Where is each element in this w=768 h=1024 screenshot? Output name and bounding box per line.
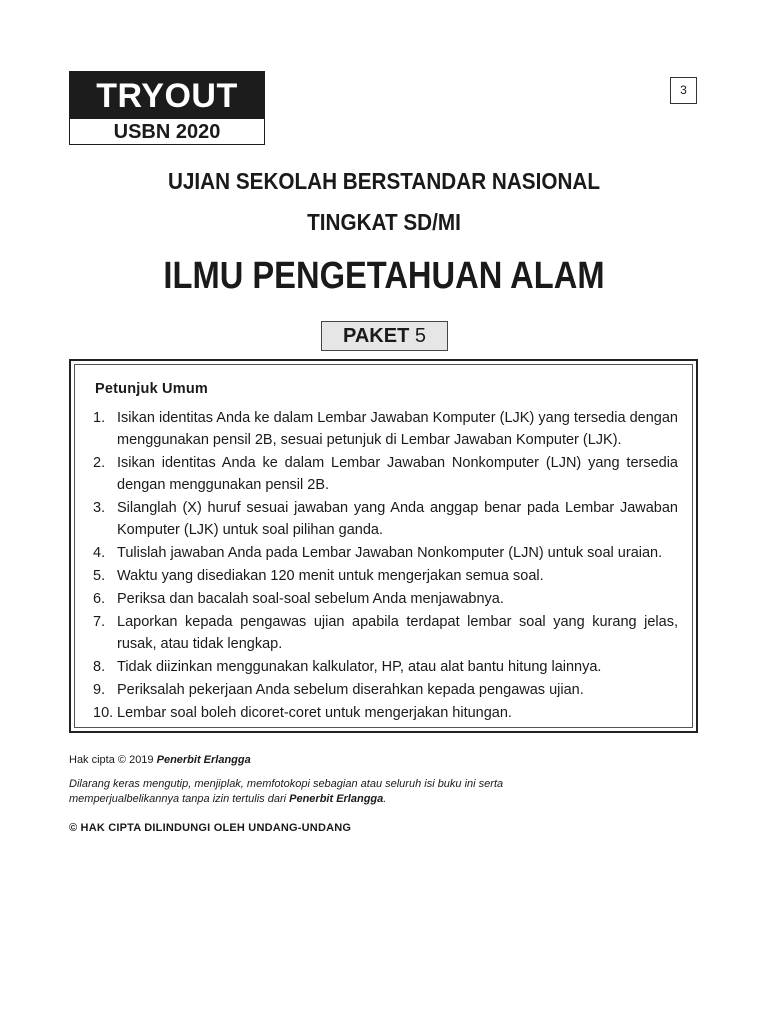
subject-title: ILMU PENGETAHUAN ALAM [163,255,605,297]
list-item [93,611,678,655]
instructions-heading: Petunjuk Umum [95,381,208,397]
item-number: 4. [93,545,106,561]
badge-subtitle: USBN 2020 [69,119,265,145]
list-item [93,565,678,587]
list-item [93,656,678,678]
item-number: 5. [93,568,106,584]
item-text: Tulislah jawaban Anda pada Lembar Jawaban Nonkomputer (LJN) untuk soal uraian. [117,545,663,561]
item-text: Silanglah (X) huruf sesuai jawaban yang Anda anggap benar pada Lembar Jawaban Komputer (LJK) untuk soal pilihan ganda. [117,500,678,538]
item-text: Isikan identitas Anda ke dalam Lembar Jawaban Komputer (LJK) yang tersedia dengan menggunakan pensil 2B, sesuai petunjuk di Lembar Jawaban Komputer (LJK). [117,410,678,448]
instructions-inner [74,364,693,728]
item-number: 1. [93,410,106,426]
list-item [93,407,678,451]
protected-notice: © HAK CIPTA DILINDUNGI OLEH UNDANG-UNDANG [69,822,352,834]
paket-label [321,321,448,351]
item-text: Tidak diizinkan menggunakan kalkulator, HP, atau alat bantu hitung lainnya. [117,659,602,675]
item-text: Periksalah pekerjaan Anda sebelum diserahkan kepada pengawas ujian. [117,682,584,698]
copyright-prefix: Hak cipta © 2019 [69,754,157,766]
item-text: Isikan identitas Anda ke dalam Lembar Jawaban Nonkomputer (LJN) yang tersedia dengan menggunakan pensil 2B. [117,455,678,493]
item-text: Waktu yang disediakan 120 menit untuk mengerjakan semua soal. [117,568,544,584]
item-number: 9. [93,682,106,698]
item-number: 2. [93,455,106,471]
item-text: Laporkan kepada pengawas ujian apabila terdapat lembar soal yang kurang jelas, rusak, atau tidak lengkap. [117,614,678,652]
publisher-name: Penerbit Erlangga [156,754,251,766]
item-text: Lembar soal boleh dicoret-coret untuk mengerjakan hitungan. [117,705,512,721]
instructions-box [69,359,698,733]
instructions-list [93,407,678,724]
item-number: 8. [93,659,106,675]
disclaimer-end: . [383,793,387,805]
exam-title: UJIAN SEKOLAH BERSTANDAR NASIONAL [167,168,601,194]
item-text: Periksa dan bacalah soal-soal sebelum Anda menjawabnya. [117,591,504,607]
copyright-line [69,754,251,766]
list-item [93,452,678,496]
paket-word: PAKET [343,325,410,347]
page-number: 3 [670,77,697,104]
list-item [93,679,678,701]
list-item [93,702,678,724]
list-item [93,542,678,564]
badge-title: TRYOUT [69,71,265,119]
paket-number: 5 [414,325,426,347]
disclaimer-text [69,777,589,807]
item-number: 10. [93,705,114,721]
disclaimer-publisher: Penerbit Erlangga [289,793,384,805]
list-item [93,497,678,541]
tryout-badge [69,71,265,147]
exam-level: TINGKAT SD/MI [307,209,461,235]
item-number: 7. [93,614,106,630]
item-number: 3. [93,500,106,516]
item-number: 6. [93,591,106,607]
list-item [93,588,678,610]
disclaimer-body: Dilarang keras mengutip, menjiplak, memfotokopi sebagian atau seluruh isi buku ini serta memperjualbelikannya tanpa izin tertulis dari [69,778,504,805]
